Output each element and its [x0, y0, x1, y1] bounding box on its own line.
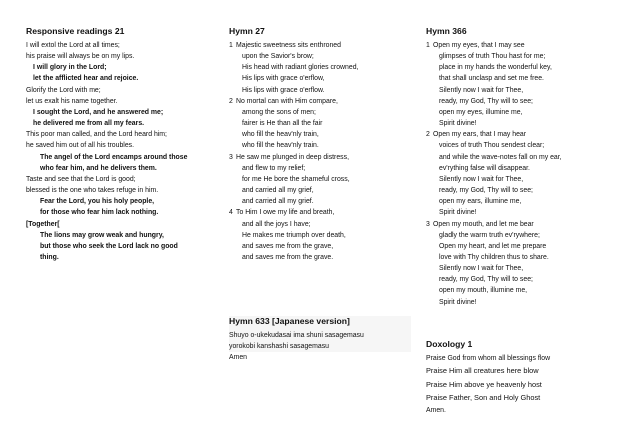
hymn-633-section [229, 316, 411, 363]
hymn-366-line [426, 230, 616, 241]
responsive-reading-section [26, 26, 216, 263]
hymn-27-lines [229, 40, 411, 263]
verse-text: open my ears, illumine me, [439, 198, 522, 206]
reading-line: Taste and see that the Lord is good; [26, 175, 136, 183]
hymn-27-line [229, 152, 411, 163]
verse-text: and carried all my grief. [242, 198, 314, 206]
hymn-366-section [426, 26, 616, 308]
reading-line: his praise will always be on my lips. [26, 53, 135, 61]
verse-text: Open my eyes, that I may see [433, 42, 525, 49]
reading-line: The angel of the Lord encamps around those [40, 153, 188, 161]
verse-text: that shall unclasp and set me free. [439, 75, 544, 83]
verse-text: ev'rything false will disappear. [439, 164, 530, 172]
reading-line: Glorify the Lord with me; [26, 86, 101, 94]
hymn-366-title: Hymn 366 [426, 26, 467, 36]
hymn-366-line [426, 185, 616, 196]
verse-text: Silently now I wait for Thee, [439, 86, 524, 94]
hymn-366-line [426, 174, 616, 185]
hymn-366-line [426, 40, 616, 51]
verse-text: His head with radiant glories crowned, [242, 64, 359, 72]
hymn-366-line [426, 163, 616, 174]
verse-text: and carried all my grief, [242, 187, 314, 195]
verse-text: and saves me from the grave. [242, 253, 334, 261]
verse-text: ready, my God, Thy will to see; [439, 276, 533, 284]
hymn-366-line [426, 263, 616, 274]
verse-number: 4 [229, 209, 233, 217]
hymn-27-line [229, 107, 411, 118]
doxology-line: Praise God from whom all blessings flow [426, 355, 551, 362]
hymn-27-title: Hymn 27 [229, 26, 265, 36]
reading-line: thing. [40, 253, 59, 261]
verse-text: Spirit divine! [439, 298, 477, 306]
hymn-366-line [426, 241, 616, 252]
verse-text: Silently now I wait for Thee, [439, 265, 524, 273]
verse-text: fairer is He than all the fair [242, 120, 323, 128]
hymn-633-amen: Amen [229, 354, 248, 362]
verse-text: To Him I owe my life and breath, [236, 209, 335, 217]
hymn-366-line [426, 274, 616, 285]
hymn-366-line [426, 152, 616, 163]
hymn-27-line [229, 219, 411, 230]
verse-text: gladly the warm truth ev'rywhere; [439, 231, 540, 239]
reading-line: I will glory in the Lord; [33, 64, 107, 72]
hymn-27-line [229, 230, 411, 241]
verse-text: and all the joys I have; [242, 220, 311, 228]
hymn-366-line [426, 297, 616, 308]
hymn-366-line [426, 207, 616, 218]
verse-number: 2 [229, 97, 233, 105]
reading-line: let us exalt his name together. [26, 97, 118, 105]
hymn-27-line [229, 196, 411, 207]
hymn-633-line: yorokobi kanshashi sasagemasu [229, 343, 329, 351]
hymn-27-line [229, 185, 411, 196]
hymn-366-line [426, 140, 616, 151]
reading-line: who fear him, and he delivers them. [40, 164, 157, 172]
verse-number: 3 [229, 153, 233, 161]
verse-text: upon the Savior's brow; [242, 53, 314, 61]
reading-line: Fear the Lord, you his holy people, [40, 198, 155, 206]
reading-line: he delivered me from all my fears. [33, 120, 145, 128]
hymn-27-section [229, 26, 411, 263]
verse-text: No mortal can with Him compare, [236, 97, 338, 105]
verse-text: for me He bore the shameful cross, [242, 175, 350, 183]
verse-text: open my mouth, illumine me, [439, 287, 528, 295]
hymn-366-lines [426, 40, 616, 308]
reading-line: I sought the Lord, and he answered me; [33, 108, 164, 116]
hymn-366-line [426, 129, 616, 140]
verse-text: He saw me plunged in deep distress, [236, 153, 349, 161]
doxology-section [426, 339, 616, 416]
responsive-reading-title: Responsive readings 21 [26, 26, 125, 36]
verse-text: voices of truth Thou sendest clear; [439, 142, 545, 150]
hymn-366-line [426, 196, 616, 207]
verse-text: place in my hands the wonderful key, [439, 64, 552, 72]
verse-text: ready, my God, Thy will to see; [439, 97, 533, 105]
verse-text: Spirit divine! [439, 209, 477, 217]
doxology-title: Doxology 1 [426, 339, 473, 349]
hymn-27-line [229, 51, 411, 62]
reading-line: but those who seek the Lord lack no good [40, 242, 178, 250]
hymn-366-line [426, 118, 616, 129]
hymn-633-title: Hymn 633 [Japanese version] [229, 316, 350, 326]
hymn-27-line [229, 163, 411, 174]
reading-line: [Together[ [26, 220, 60, 228]
verse-text: love with Thy children thus to share. [439, 253, 549, 261]
responsive-reading-lines [26, 40, 216, 263]
reading-line: I will extol the Lord at all times; [26, 42, 120, 49]
hymn-27-line [229, 207, 411, 218]
verse-text: and flew to my relief; [242, 164, 306, 172]
verse-text: open my eyes, illumine me, [439, 108, 523, 116]
verse-text: Open my heart, and let me prepare [439, 242, 547, 250]
verse-text: His lips with grace o'erflow, [242, 75, 325, 83]
verse-text: Open my ears, that I may hear [433, 131, 527, 139]
hymn-27-line [229, 174, 411, 185]
verse-number: 3 [426, 220, 430, 228]
hymn-366-line [426, 96, 616, 107]
verse-text: He makes me triumph over death, [242, 231, 346, 239]
hymn-27-line [229, 118, 411, 129]
doxology-amen: Amen. [426, 406, 446, 414]
verse-text: Open my mouth, and let me bear [433, 220, 534, 228]
hymn-633-line: Shuyo o-ukekudasai ima shuni sasagemasu [229, 332, 364, 339]
verse-text: and saves me from the grave, [242, 242, 334, 250]
hymn-27-line [229, 40, 411, 51]
verse-text: Spirit divine! [439, 120, 477, 128]
hymn-27-line [229, 140, 411, 151]
hymn-366-line [426, 85, 616, 96]
verse-number: 1 [426, 42, 430, 49]
hymn-366-line [426, 51, 616, 62]
verse-text: who fill the heav'nly train. [242, 142, 319, 150]
reading-line: let the afflicted hear and rejoice. [33, 75, 139, 83]
hymn-366-line [426, 252, 616, 263]
reading-line: for those who fear him lack nothing. [40, 209, 159, 217]
reading-line: he saved him out of all his troubles. [26, 142, 135, 150]
doxology-line: Praise Father, Son and Holy Ghost [426, 393, 541, 403]
verse-text: Majestic sweetness sits enthroned [236, 42, 341, 49]
verse-number: 1 [229, 42, 233, 49]
hymn-27-line [229, 62, 411, 73]
verse-text: and while the wave-notes fall on my ear, [439, 153, 562, 161]
hymn-27-line [229, 252, 411, 263]
verse-text: His lips with grace o'erflow. [242, 86, 325, 94]
doxology-line: Praise Him above ye heavenly host [426, 379, 542, 389]
hymn-366-line [426, 219, 616, 230]
verse-text: who fill the heav'nly train, [242, 131, 319, 139]
verse-text: among the sons of men; [242, 108, 316, 116]
hymn-27-line [229, 73, 411, 84]
hymn-366-line [426, 107, 616, 118]
doxology-line: Praise Him all creatures here blow [426, 366, 539, 375]
verse-text: ready, my God, Thy will to see; [439, 187, 533, 195]
hymn-27-line [229, 96, 411, 107]
hymn-366-line [426, 73, 616, 84]
hymn-366-line [426, 285, 616, 296]
verse-text: Silently now I wait for Thee, [439, 175, 524, 183]
hymn-27-line [229, 241, 411, 252]
hymn-366-line [426, 62, 616, 73]
verse-text: glimpses of truth Thou hast for me; [439, 53, 546, 61]
reading-line: This poor man called, and the Lord heard him; [26, 131, 167, 139]
reading-line: The lions may grow weak and hungry, [40, 231, 164, 239]
hymn-27-line [229, 85, 411, 96]
verse-number: 2 [426, 131, 430, 139]
reading-line: blessed is the one who takes refuge in him. [26, 187, 159, 195]
hymn-27-line [229, 129, 411, 140]
